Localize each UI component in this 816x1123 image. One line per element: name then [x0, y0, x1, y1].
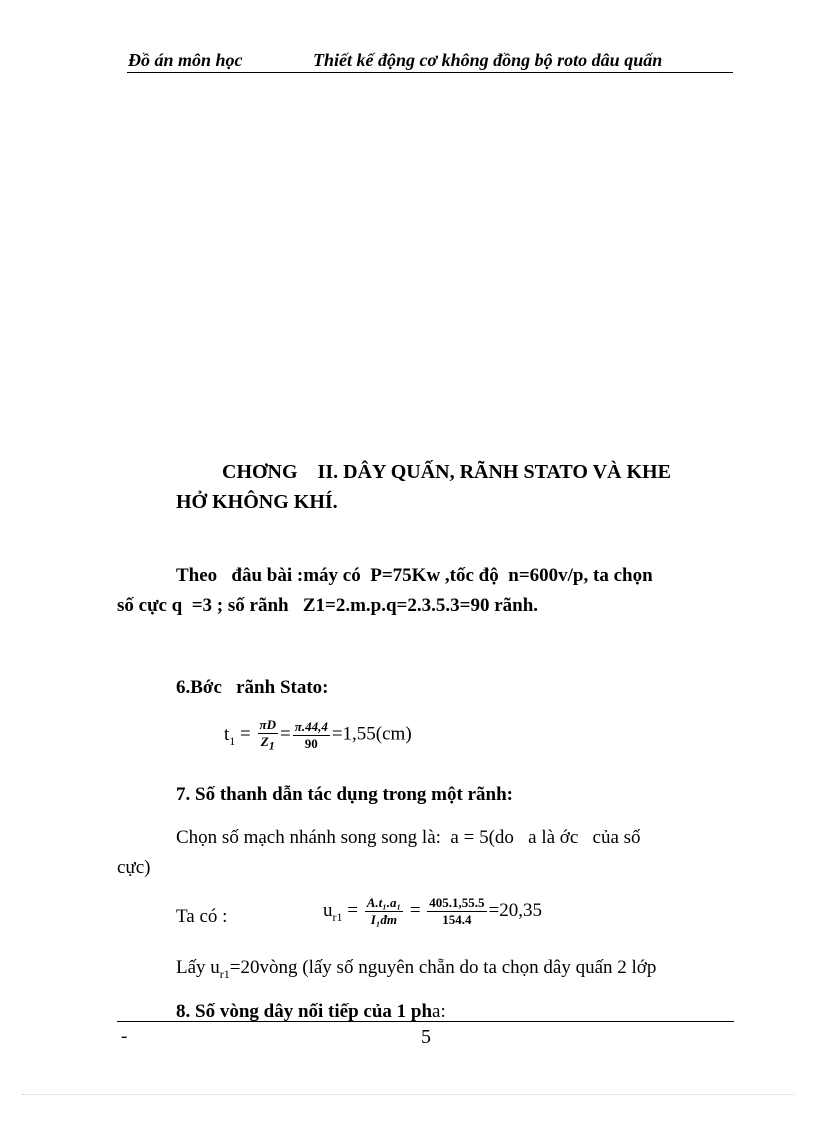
section6-formula: $t_1$ = $\frac{\pi D}{Z_1}$ = $\frac{\pi.44,4}{90}$ =1,55(cm) [224, 717, 412, 753]
formula-result-ur1: =20,35 [488, 899, 543, 921]
chapter-title-line2: HỞ KHÔNG KHÍ. [176, 491, 338, 513]
section6-heading: 6.Bớc rãnh Stato: [176, 677, 329, 698]
footer-rule [117, 1021, 734, 1022]
formula-result: =1,55(cm) [331, 723, 412, 745]
section7-para1-line1: Chọn số mạch nhánh song song là: a = 5(do a là ớc của số [176, 827, 641, 848]
formula-lhs: $t_1$ [224, 723, 236, 748]
footer-dash: - [121, 1026, 128, 1047]
header-right: Thiết kế động cơ không đồng bộ roto dâu quấn [313, 50, 663, 70]
fraction-pi-d-over-z1: $\frac{\pi D}{Z_1}$ [259, 717, 276, 753]
page-number: 5 [421, 1026, 431, 1048]
section7-heading: 7. Số thanh dẫn tác dụng trong một rãnh: [176, 784, 513, 805]
page-bottom-dotted-rule [22, 1094, 794, 1095]
fraction-a-t1-a1-over-i1dm: $\frac{\text{A.t₁.a₁}}{\text{I₁đm}}$ [366, 895, 402, 927]
intro-line1: Theo đâu bài :máy có P=75Kw ,tốc độ n=600v/p, ta chọn [176, 565, 653, 586]
chapter-title-line1: CHƠNG II. DÂY QUẤN, RÃNH STATO VÀ KHE [222, 461, 671, 483]
section8-heading: 8. Số vòng dây nối tiếp của 1 pha: [176, 1001, 446, 1022]
section7-para2: Lấy $u_{r1}=20vòng$ (lấy số nguyên chẵn do ta chọn dây quấn 2 lớp [176, 957, 657, 981]
fraction-pi-44-over-90: $\frac{\pi.44,4}{90}$ [294, 718, 328, 751]
formula-lhs-ur1: $u_{r1}$ [323, 899, 343, 924]
section7-para1-line2: cực) [117, 857, 151, 878]
header-left: Đồ án môn học [128, 50, 243, 70]
header-rule [127, 72, 733, 73]
fraction-405-over-154: $\frac{405.1,55.5}{154.4}$ [429, 895, 485, 927]
intro-line2: số cực q =3 ; số rãnh Z1=2.m.p.q=2.3.5.3=90 rãnh. [117, 595, 539, 616]
section7-formula: $u_{r1}$ = $\frac{\text{A.t₁.a₁}}{\text{I₁đm}}$ = $\frac{405.1,55.5}{154.4}$ =20,35 [323, 895, 543, 927]
section7-taco: Ta có : [176, 906, 228, 927]
